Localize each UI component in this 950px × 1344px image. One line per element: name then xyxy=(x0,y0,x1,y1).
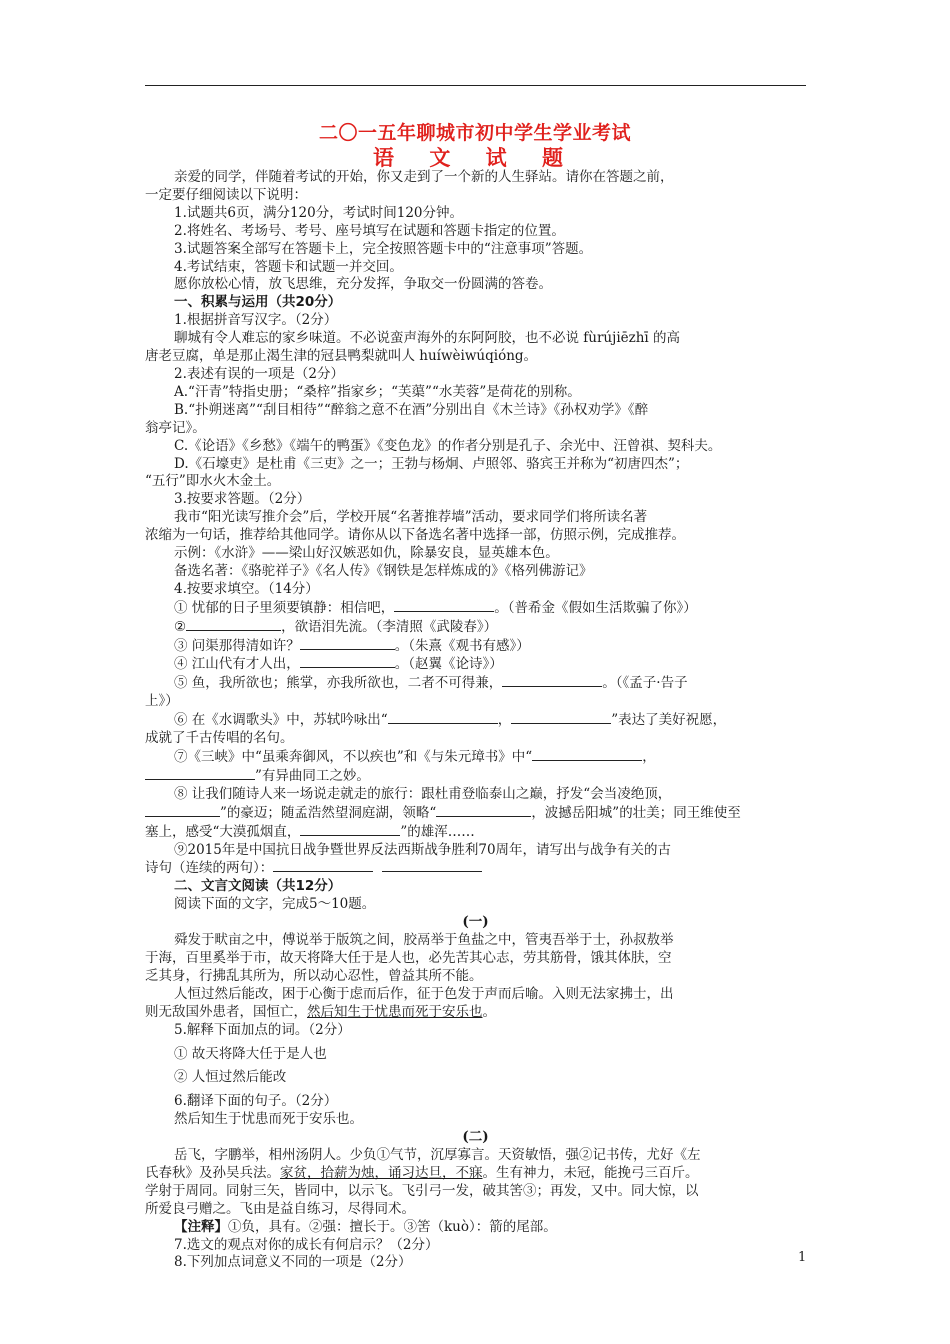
underlined-sentence: 然后知生于忧患而死于安乐也 xyxy=(307,1003,483,1020)
fill-item-3: ③ 问渠那得清如许？ 。（朱熹《观书有感》） xyxy=(174,637,530,654)
part-label: (一) xyxy=(462,914,489,931)
passage-line: 于海，百里奚举于市，故天将降大任于是人也，必先苦其心志，劳其筋骨，饿其体肤，空 xyxy=(145,949,672,966)
fill-item-5: ⑤ 鱼，我所欲也；熊掌，亦我所欲也，二者不可得兼， 。（《孟子·告子 xyxy=(174,675,688,692)
question-stem: 4.按要求填空。（14分） xyxy=(174,580,319,597)
answer-blank[interactable] xyxy=(394,599,494,612)
exam-title: 二〇一五年聊城市初中学生学业考试 xyxy=(318,122,631,144)
passage-line: 人恒过然后能改，困于心衡于虑而后作，征于色发于声而后喻。入则无法家拂士，出 xyxy=(174,985,674,1002)
answer-blank[interactable] xyxy=(145,767,255,780)
fill-item-1: ① 忧郁的日子里须要镇静：相信吧， 。（普希金《假如生活欺骗了你》） xyxy=(174,599,697,616)
question-stem: 2.表述有误的一项是（2分） xyxy=(174,365,344,382)
instruction-text: 阅读下面的文字，完成5～10题。 xyxy=(174,896,376,913)
page-number: 1 xyxy=(798,1250,807,1265)
passage-line: 则无敌国外患者，国恒亡，然后知生于忧患而死于安乐也。 xyxy=(145,1003,496,1020)
answer-blank[interactable] xyxy=(502,674,602,687)
answer-blank[interactable] xyxy=(388,711,498,724)
passage-line: 所爱良弓赠之。飞由是益自练习，尽得同术。 xyxy=(145,1200,415,1217)
example-text: 示例：《水浒》——梁山好汉嫉恶如仇，除暴安良，显英雄本色。 xyxy=(174,545,559,562)
fill-item-8: ⑧ 让我们随诗人来一场说走就走的旅行：跟杜甫登临泰山之巅，抒发“会当凌绝顶， xyxy=(174,785,672,802)
question-text: 浓缩为一句话，推荐给其他同学。请你从以下备选名著中选择一部，仿照示例，完成推荐。 xyxy=(145,527,685,544)
answer-blank[interactable] xyxy=(300,637,395,650)
answer-blank[interactable] xyxy=(532,748,642,761)
options-text: 备选名著：《骆驼祥子》《名人传》《钢铁是怎样炼成的》《格列佛游记》 xyxy=(174,562,593,579)
passage-line: 学射于周同。同射三矢，皆同中，以示飞。飞引弓一发，破其筈③；再发，又中。同大惊，以 xyxy=(145,1182,699,1199)
question-stem: 6.翻译下面的句子。（2分） xyxy=(174,1093,338,1110)
question-text: 唐老豆腐，单是那止渴生津的冠县鸭梨就叫人 huíwèiwúqióng。 xyxy=(145,348,538,365)
option-c: C.《论语》《乡愁》《端午的鸭蛋》《变色龙》的作者分别是孔子、余光中、汪曾祺、契科夫。 xyxy=(174,437,722,454)
exam-subtitle: 语 文 试 题 xyxy=(373,145,577,170)
underlined-sentence: 家贫，拾薪为烛，诵习达旦，不寐 xyxy=(280,1164,483,1181)
question-text: 我市“阳光读写推介会”后，学校开展“名著推荐墙”活动，要求同学们将所读名著 xyxy=(174,509,648,526)
question-text: 然后知生于忧患而死于安乐也。 xyxy=(174,1111,363,1128)
answer-blank[interactable] xyxy=(436,804,531,817)
part-label: (二) xyxy=(462,1129,489,1146)
intro-line: 4.考试结束，答题卡和试题一并交回。 xyxy=(174,258,403,275)
note-label: 【注释】 xyxy=(174,1218,228,1235)
fill-item-9-cont: 诗句（连续的两句）： xyxy=(145,859,806,878)
intro-line: 亲爱的同学，伴随着考试的开始，你又走到了一个新的人生驿站。请你在答题之前， xyxy=(174,169,674,185)
header-rule xyxy=(145,85,806,86)
question-stem: 3.按要求答题。（2分） xyxy=(174,491,311,508)
intro-line: 2.将姓名、考场号、考号、座号填写在试题和答题卡指定的位置。 xyxy=(174,222,565,239)
option-d: D.《石壕吏》是杜甫《三吏》之一；王勃与杨炯、卢照邻、骆宾王并称为“初唐四杰”； xyxy=(174,455,689,472)
passage-line: 氏春秋》及孙吴兵法。家贫，拾薪为烛，诵习达旦，不寐。生有神力，未冠，能挽弓三百斤。 xyxy=(145,1164,699,1181)
fill-item-8-cont: 塞上，感受“大漠孤烟直， ”的雄浑…… xyxy=(145,823,475,840)
fill-item-4: ④ 江山代有才人出， 。（赵翼《论诗》） xyxy=(174,656,503,673)
answer-blank[interactable] xyxy=(511,711,611,724)
answer-blank[interactable] xyxy=(273,859,373,872)
option-b: B.“扑朔迷离”“刮目相待”“醉翁之意不在酒”分别出自《木兰诗》《孙权劝学》《醉 xyxy=(174,401,649,418)
fill-item-6-cont: 成就了千古传唱的名句。 xyxy=(145,730,294,747)
option-a: A.“汗青”特指史册；“桑梓”指家乡；“芙蕖”“水芙蓉”是荷花的别称。 xyxy=(174,383,581,400)
passage-line: 舜发于畎亩之中，傅说举于版筑之间，胶鬲举于鱼盐之中，管夷吾举于士，孙叔敖举 xyxy=(174,932,674,949)
passage-line: 岳飞，字鹏举，相州汤阴人。少负①气节，沉厚寡言。天资敏悟，强②记书传，尤好《左 xyxy=(174,1147,701,1164)
fill-item-5-cont: 上》） xyxy=(145,693,179,710)
question-stem: 8.下列加点词意义不同的一项是（2分） xyxy=(174,1254,412,1271)
intro-line: 愿你放松心情，放飞思维，充分发挥，争取交一份圆满的答卷。 xyxy=(174,276,552,293)
intro-line: 一定要仔细阅读以下说明： xyxy=(145,186,307,203)
section-heading: 一、积累与运用（共20分） xyxy=(174,294,342,311)
note-line: 【注释】①负，具有。②强：擅长于。③筈（kuò）：箭的尾部。 xyxy=(174,1218,557,1235)
exam-body xyxy=(145,169,806,1272)
fill-item-7: ⑦《三峡》中“虽乘奔御风，不以疾也”和《与朱元璋书》中“ ， xyxy=(174,749,656,765)
fill-item-8-cont: ”的豪迈；随孟浩然望洞庭湖，领略“ ，波撼岳阳城”的壮美；同王维使至 xyxy=(145,804,806,823)
sub-item: ① 故天将降大任于是人也 xyxy=(174,1045,327,1062)
fill-item-2: ② ，欲语泪先流。（李清照《武陵春》） xyxy=(174,618,498,635)
answer-blank[interactable] xyxy=(145,804,220,817)
answer-blank[interactable] xyxy=(186,618,281,631)
answer-blank[interactable] xyxy=(300,655,395,668)
fill-item-6: ⑥ 在《水调歌头》中，苏轼吟咏出“ ， ”表达了美好祝愿， xyxy=(174,712,727,729)
option-d-cont: “五行”即水火木金土。 xyxy=(145,473,281,490)
fill-item-7-cont: ”有异曲同工之妙。 xyxy=(145,767,806,786)
fill-item-9: ⑨2015年是中国抗日战争暨世界反法西斯战争胜利70周年，请写出与战争有关的古 xyxy=(174,841,672,858)
answer-blank[interactable] xyxy=(300,823,400,836)
section-heading: 二、文言文阅读（共12分） xyxy=(174,878,342,895)
question-stem: 1.根据拼音写汉字。（2分） xyxy=(174,312,338,329)
sub-item: ② 人恒过然后能改 xyxy=(174,1069,287,1086)
passage-line: 乏其身，行拂乱其所为，所以动心忍性，曾益其所不能。 xyxy=(145,967,483,984)
question-stem: 5.解释下面加点的词。（2分） xyxy=(174,1021,351,1038)
intro-line: 1.试题共6页，满分120分，考试时间120分钟。 xyxy=(174,204,464,221)
intro-line: 3.试题答案全部写在答题卡上，完全按照答题卡中的“注意事项”答题。 xyxy=(174,240,593,257)
answer-blank[interactable] xyxy=(382,859,482,872)
question-text: 聊城有令人难忘的家乡味道。不必说蛮声海外的东阿阿胶，也不必说 fùrújiēzhī 的高 xyxy=(174,330,681,347)
option-b-cont: 翁亭记》。 xyxy=(145,419,206,436)
question-stem: 7.选文的观点对你的成长有何启示？（2分） xyxy=(174,1236,439,1253)
